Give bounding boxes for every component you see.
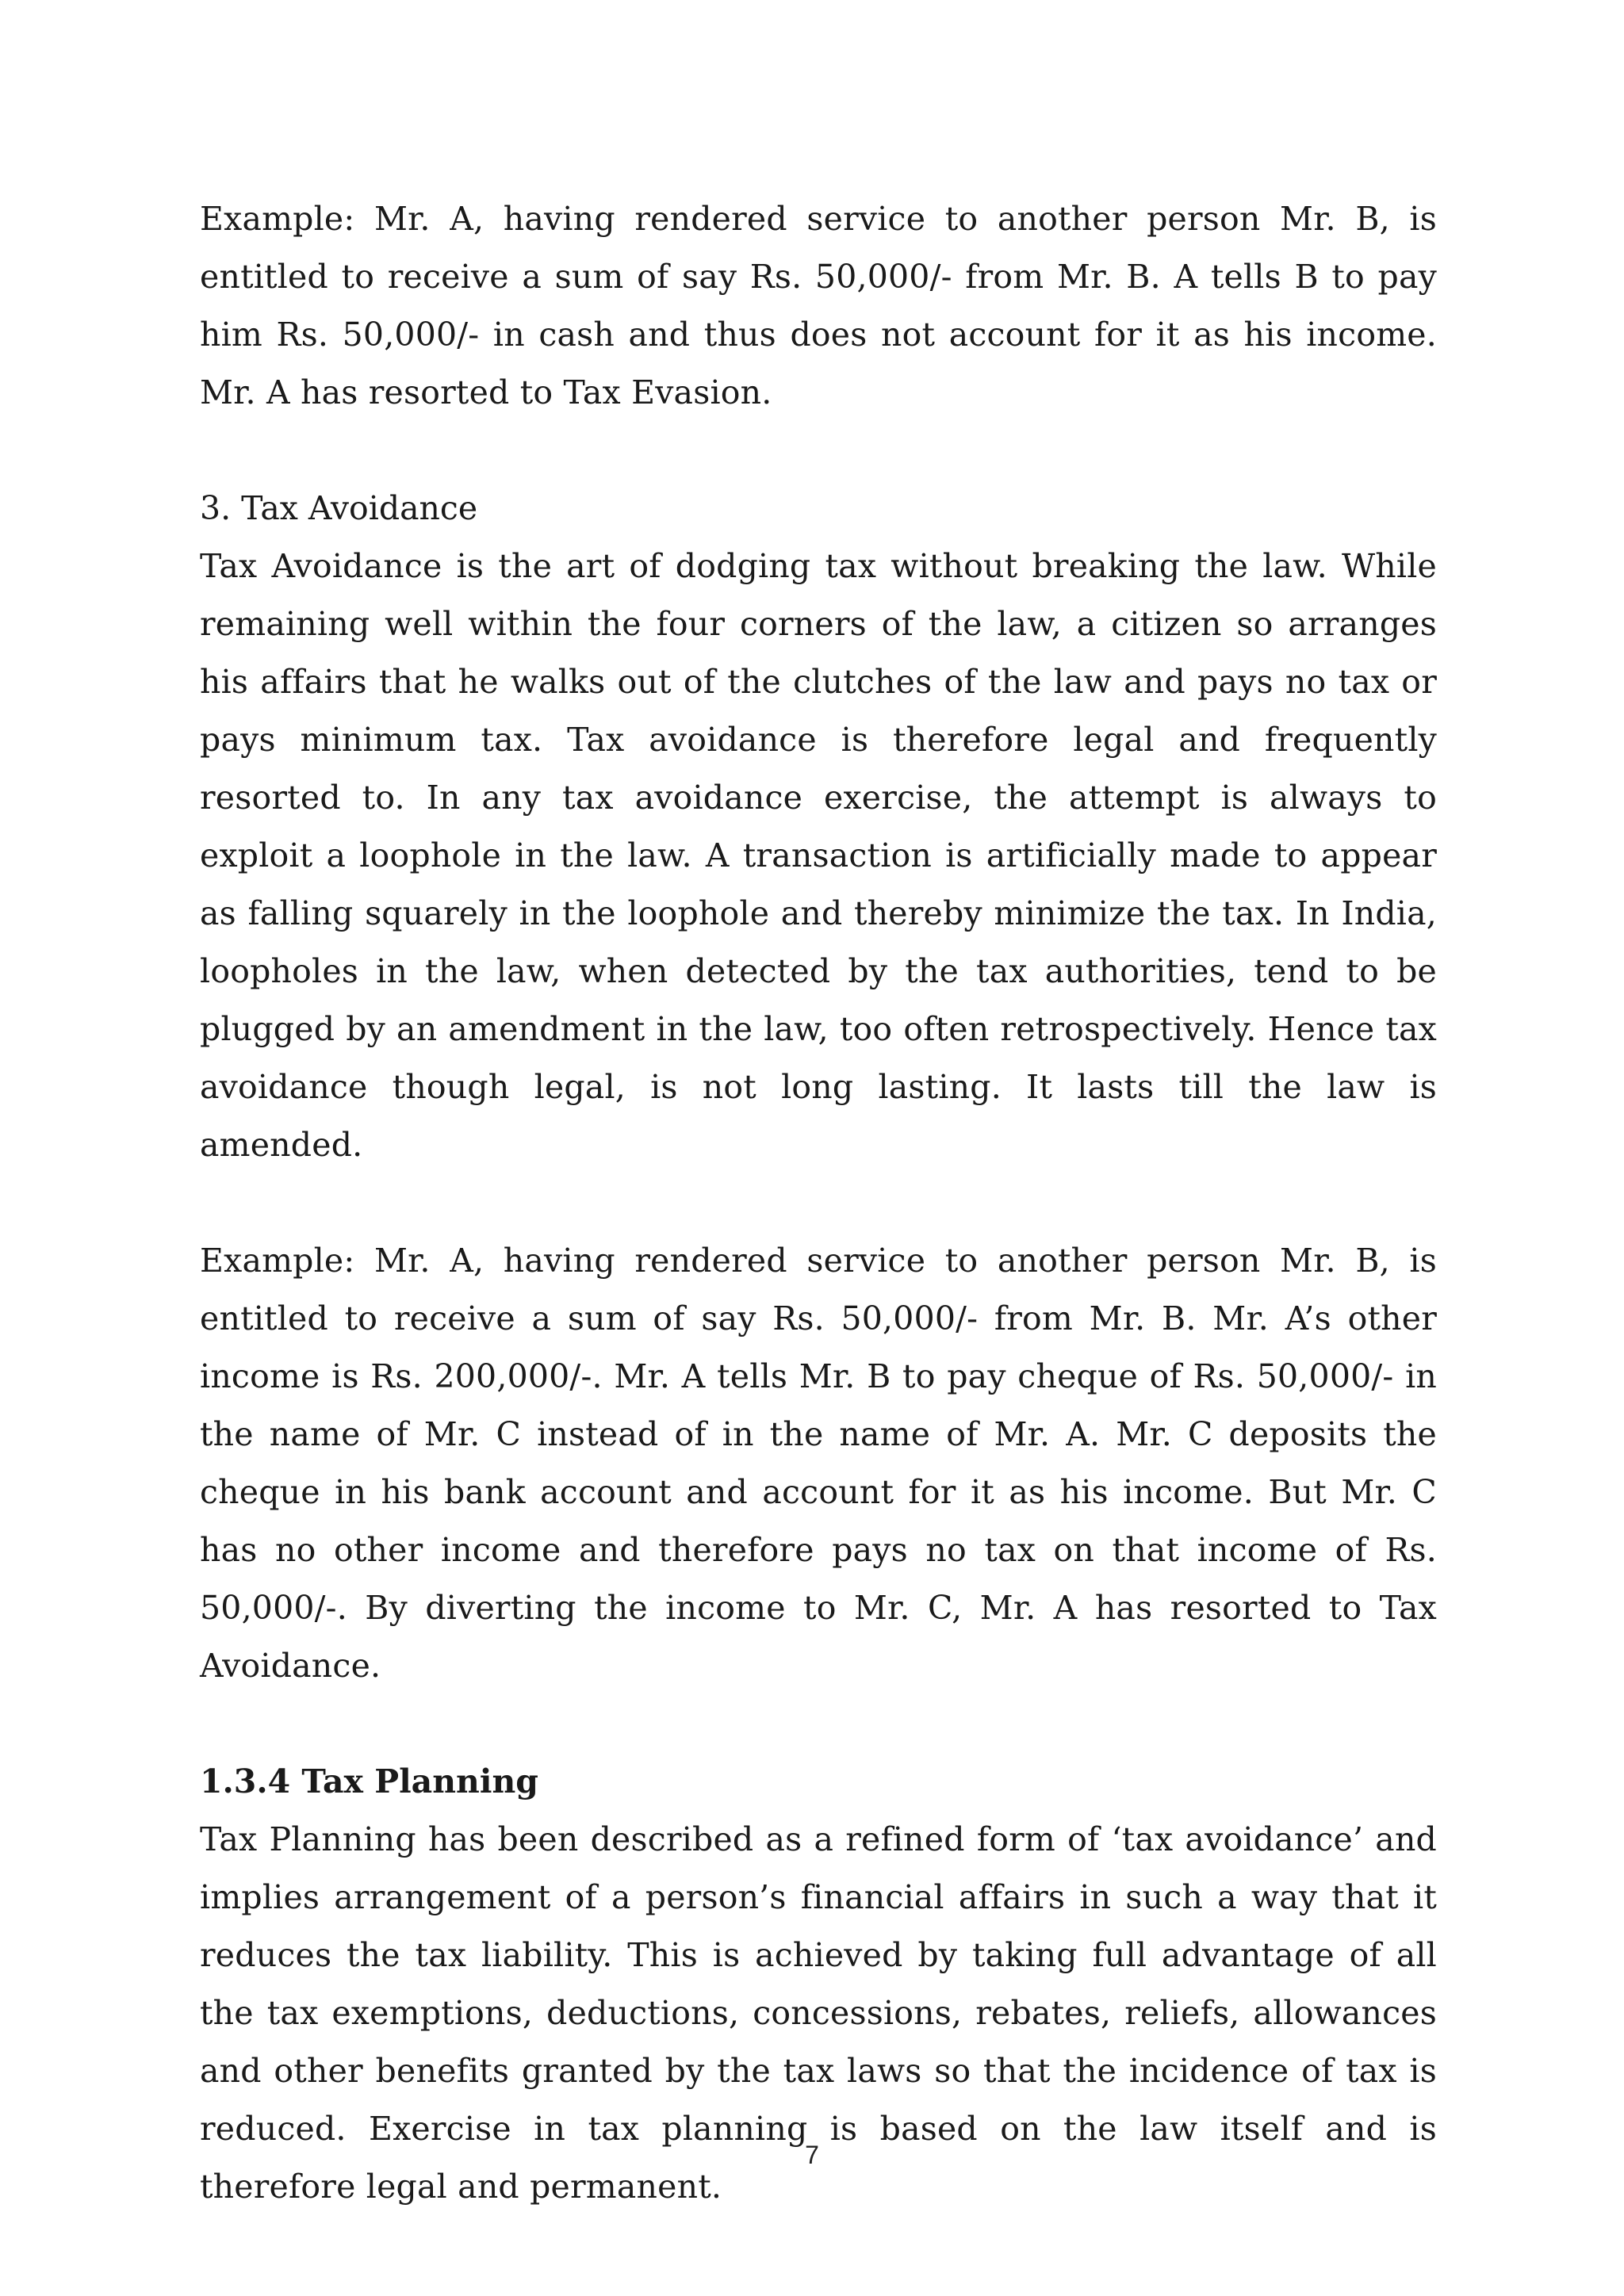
example-tax-evasion-paragraph: Example: Mr. A, having rendered service to another person Mr. B, is entitled to receive a sum of say Rs. 50,000/- from Mr. B. A tells B to pay him Rs. 50,000/- in cash and thus does not account for it as his income. Mr. A has resorted to Tax Evasion.	[200, 200, 1437, 411]
tax-planning-paragraph: Tax Planning has been described as a refined form of ‘tax avoidance’ and implies arrangement of a person’s financial affairs in such a way that it reduces the tax liability. This is achieved by taking full advantage of all the tax exemptions, deductions, concessions, rebates, reliefs, allowances and other benefits granted by the tax laws so that the incidence of tax is reduced. Exercise in tax planning is based on the law itself and is therefore legal and permanent.	[200, 1820, 1437, 2206]
spacer	[200, 1695, 1437, 1753]
tax-avoidance-paragraph: Tax Avoidance is the art of dodging tax without breaking the law. While remaining well within the four corners of the law, a citizen so arranges his affairs that he walks out of the clutches of the law and pays no tax or pays minimum tax. Tax avoidance is therefore legal and frequently resorted to. In any tax avoidance exercise, the attempt is always to exploit a loophole in the law. A transaction is artificially made to appear as falling squarely in the loophole and thereby minimize the tax. In India, loopholes in the law, when detected by the tax authorities, tend to be plugged by an amendment in the law, too often retrospectively. Hence tax avoidance though legal, is not long lasting. It lasts till the law is amended.	[200, 547, 1437, 1164]
spacer	[200, 422, 1437, 480]
example-tax-avoidance-paragraph: Example: Mr. A, having rendered service to another person Mr. B, is entitled to receive a sum of say Rs. 50,000/- from Mr. B. Mr. A’s other income is Rs. 200,000/-. Mr. A tells Mr. B to pay cheque of Rs. 50,000/- in the name of Mr. C instead of in the name of Mr. A. Mr. C deposits the cheque in his bank account and account for it as his income. But Mr. C has no other income and therefore pays no tax on that income of Rs. 50,000/-. By diverting the income to Mr. C, Mr. A has resorted to Tax Avoidance.	[200, 1242, 1437, 1685]
section-heading-tax-planning: 1.3.4 Tax Planning	[200, 1762, 538, 1800]
spacer	[200, 1174, 1437, 1232]
page-number: 7	[805, 2141, 819, 2169]
page-body	[200, 190, 1437, 2216]
section-heading-tax-avoidance: 3. Tax Avoidance	[200, 489, 478, 527]
